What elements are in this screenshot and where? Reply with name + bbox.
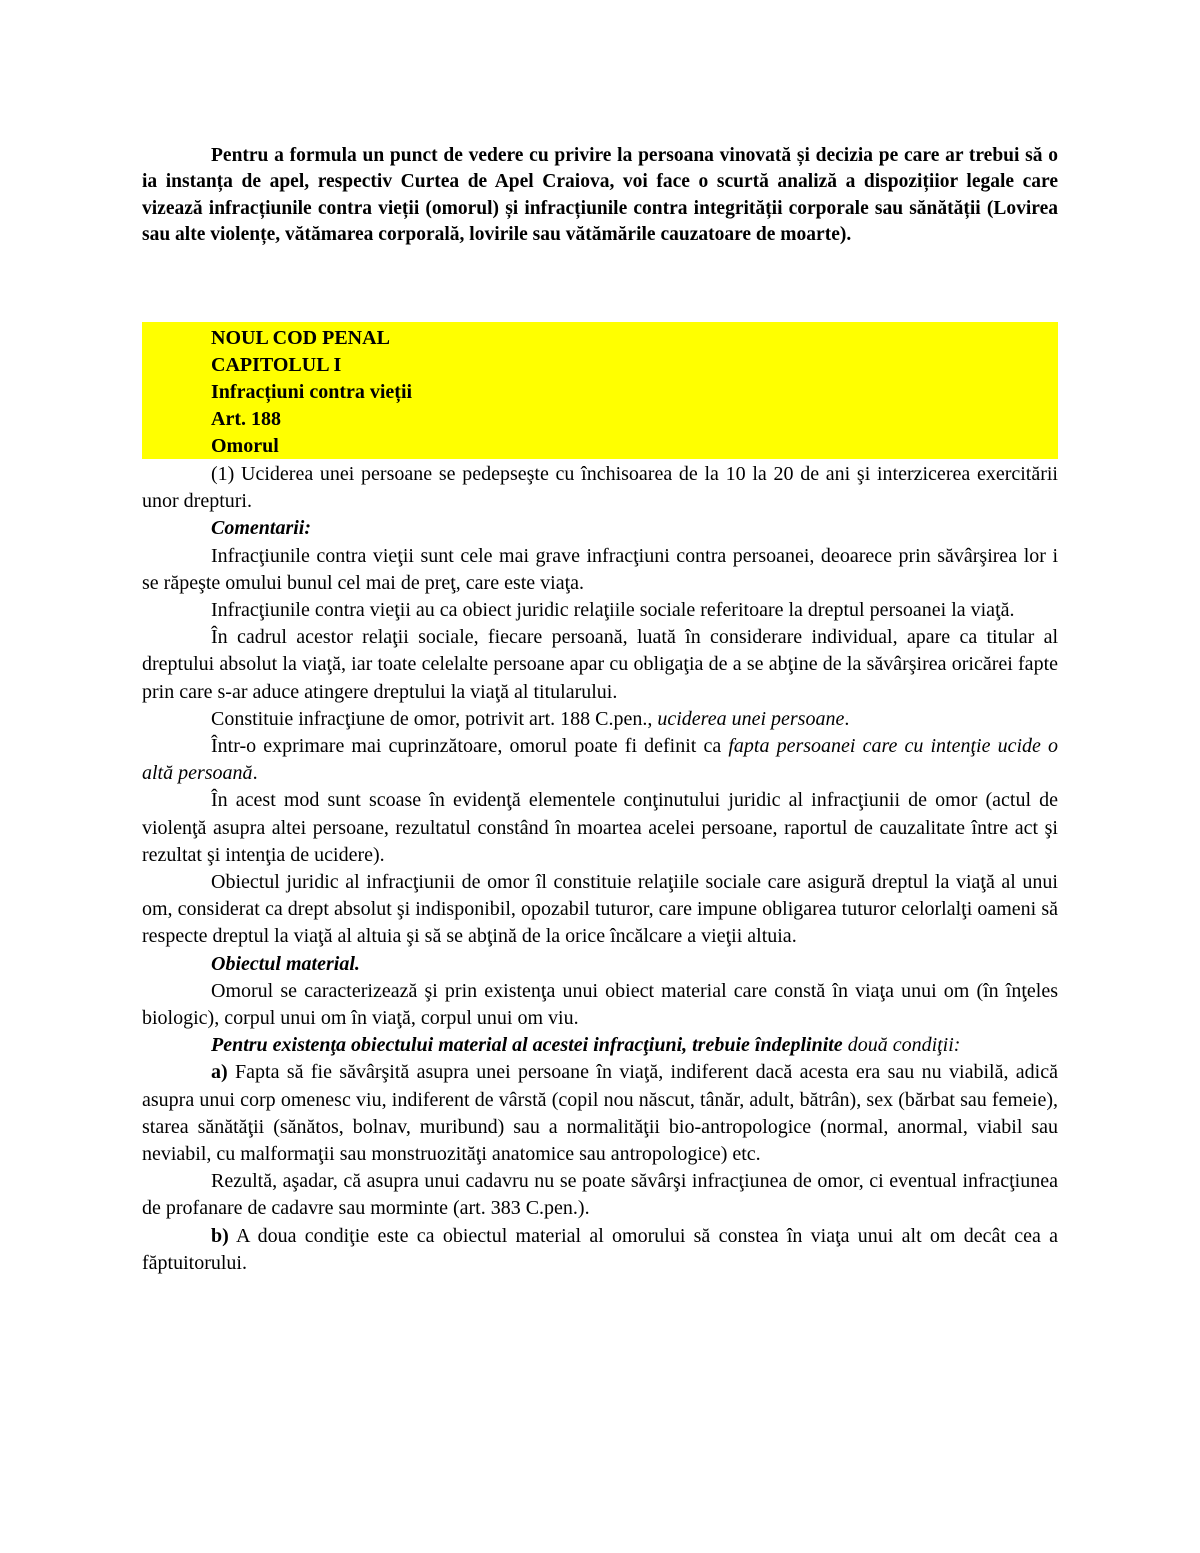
italic-span: fapta persoanei care cu intenţie ucide o altă persoană	[142, 735, 1059, 785]
text-span: .	[252, 762, 258, 785]
comments-heading-text: Comentarii:	[211, 517, 312, 540]
paragraph	[142, 706, 1058, 733]
paragraph	[142, 733, 1058, 787]
paragraph: Rezultă, aşadar, că asupra unui cadavru nu se poate săvârşi infracţiunea de omor, ci eventual infracţiunea de profanare de cadavre sau morminte (art. 383 C.pen.).	[142, 1170, 1058, 1220]
paragraph: Omorul se caracterizează şi prin existenţa unui obiect material care constă în viaţa unui om (în înţeles biologic), corpul unui om în viaţă, corpul unui om viu.	[142, 979, 1058, 1030]
text-span: .	[844, 707, 850, 730]
paragraph: Infracţiunile contra vieţii au ca obiect juridic relaţiile sociale referitoare la dreptul persoanei la viaţă.	[211, 599, 1015, 622]
condition-b-label: b)	[211, 1224, 229, 1247]
comments-heading	[142, 515, 1058, 542]
highlighted-header	[142, 322, 1058, 459]
code-title: NOUL COD PENAL	[211, 327, 390, 349]
paragraph: În cadrul acestor relaţii sociale, fiecare persoană, luată în considerare individual, apare ca titular al dreptului absolut la viaţă, iar toate celelalte persoane apar cu obligaţia de a se abţine de la săvârşirea oricărei fapte prin care s-ar aduce atingere dreptului la viaţă al titularului.	[142, 626, 1058, 703]
material-object-heading	[142, 951, 1058, 978]
condition-b-text: A doua condiţie este ca obiectul material al omorului să constea în viaţa unui alt om decât cea a făptuitorului.	[142, 1224, 1058, 1274]
material-object-heading-text: Obiectul material.	[211, 952, 360, 975]
condition-a	[142, 1059, 1058, 1168]
condition-a-text: Fapta să fie săvârşită asupra unei persoane în viaţă, indiferent dacă acesta era sau nu viabilă, adică asupra unui corp omenesc viu, indiferent de vârstă (copil nou născut, tânăr, adult, bătrân), sex (bărbat sau femeie), starea sănătăţii (sănătos, bolnav, muribund) sau a normalităţii bio-antropologice (normal, anormal, viabil sau neviabil, cu malformaţii sau monstruozităţi anatomice sau antropologice) etc.	[142, 1061, 1058, 1166]
article-body	[142, 461, 1058, 1277]
paragraph-penalty: (1) Uciderea unei persoane se pedepseşte cu închisoarea de la 10 la 20 de ani şi interzicerea exercitării unor drepturi.	[142, 463, 1058, 513]
paragraph: În acest mod sunt scoase în evidenţă elementele conţinutului juridic al infracţiunii de omor (actul de violenţă asupra altei persoane, rezultatul constând în moartea acelei persoane, raportul de cauzalitate între act şi rezultat şi intenţia de ucidere).	[142, 789, 1058, 866]
conditions-heading	[142, 1032, 1058, 1059]
chapter-title: CAPITOLUL I	[211, 354, 342, 376]
paragraph: Infracţiunile contra vieţii sunt cele mai grave infracţiuni contra persoanei, deoarece prin săvârşirea lor i se răpeşte omului bunul cel mai de preţ, care este viaţa.	[142, 544, 1058, 594]
chapter-subtitle: Infracțiuni contra vieții	[211, 381, 413, 403]
document-page	[142, 143, 1059, 1274]
paragraph: Obiectul juridic al infracţiunii de omor îl constituie relaţiile sociale care asigură dreptul la viaţă al unui om, considerat ca drept absolut şi indisponibil, opozabil tuturor, care impune obligarea tuturor celorlalţi oameni să respecte dreptul la viaţă al altuia şi să se abţină de la orice încălcare a vieţii altuia.	[142, 871, 1058, 948]
article-number: Art. 188	[211, 408, 281, 430]
italic-span: uciderea unei persoane	[657, 707, 845, 730]
intro-paragraph: Pentru a formula un punct de vedere cu privire la persoana vinovată și decizia pe care ar trebui să o ia instanța de apel, respectiv Curtea de Apel Craiova, voi face o scurtă analiză a dispozițiior legale care vizează infracțiunile contra vieții (omorul) și infracțiunile contra integrității corporale sau sănătății (Lovirea sau alte violențe, vătămarea corporală, lovirile sau vătămările cauzatoare de moarte).	[142, 145, 1058, 246]
article-title: Omorul	[211, 435, 279, 457]
text-span: Într-o exprimare mai cuprinzătoare, omorul poate fi definit ca	[211, 735, 729, 758]
condition-a-label: a)	[211, 1061, 228, 1084]
condition-b	[142, 1223, 1058, 1277]
conditions-bold: Pentru existenţa obiectului material al acestei infracţiuni, trebuie îndeplinite	[211, 1034, 843, 1057]
text-span: Constituie infracţiune de omor, potrivit art. 188 C.pen.,	[211, 707, 658, 730]
conditions-italic: două condiţii:	[842, 1034, 961, 1057]
